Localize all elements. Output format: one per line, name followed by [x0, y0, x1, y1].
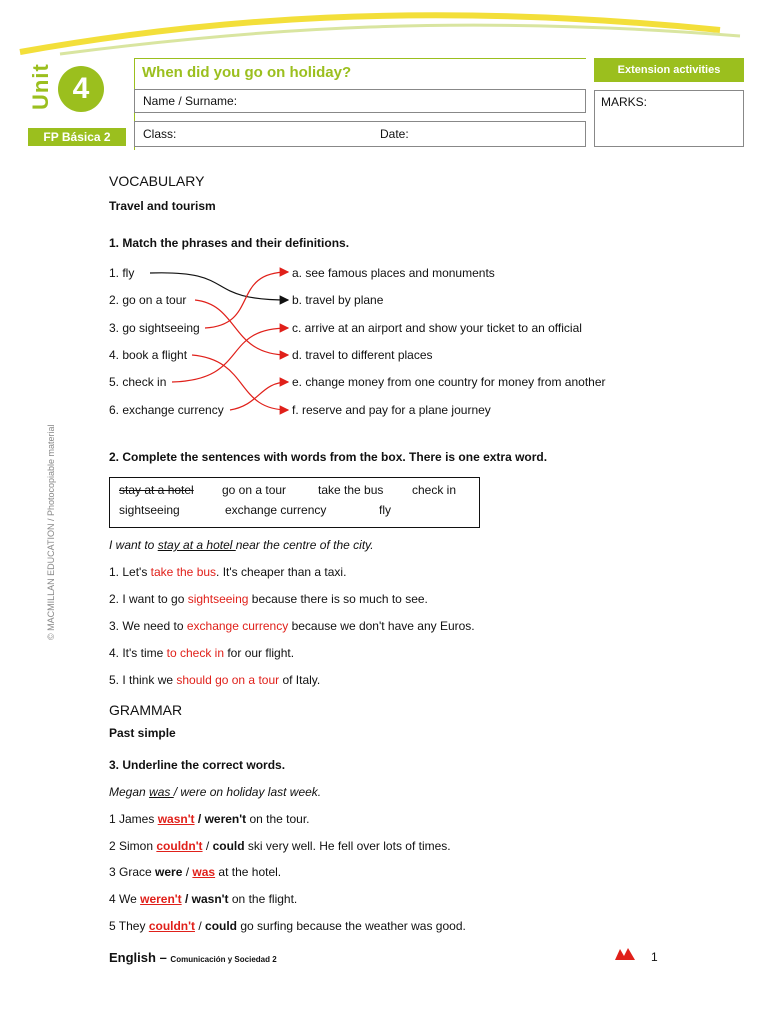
box-word-4: check in: [412, 483, 457, 497]
exercise-3-title: 3. Underline the correct words.: [109, 758, 286, 772]
box-word-7: fly: [379, 503, 391, 517]
match-line-4-f: [192, 355, 288, 410]
grammar-answer-1: wasn't: [157, 812, 195, 826]
box-word-2: go on a tour: [222, 483, 287, 497]
class-label: Class:: [143, 127, 177, 141]
grammar-heading: GRAMMAR: [109, 702, 183, 718]
vocabulary-heading: VOCABULARY: [109, 173, 205, 189]
name-label: Name / Surname:: [143, 94, 238, 108]
match-line-6-e: [230, 382, 288, 410]
grammar-answer-4: weren't: [140, 892, 182, 906]
matching-lines: [0, 0, 768, 430]
grammar-answer-3: was: [192, 865, 216, 879]
example-sentence: I want to stay at a hotel near the centre of the city.: [109, 538, 374, 552]
answer-1: take the bus: [150, 565, 217, 579]
box-word-6: exchange currency: [225, 503, 327, 517]
copyright-side-text: © MACMILLAN EDUCATION / Photocopiable material: [46, 424, 56, 640]
answer-3: exchange currency: [186, 619, 289, 633]
definition-b: b. travel by plane: [292, 293, 384, 307]
definition-a: a. see famous places and monuments: [292, 266, 495, 280]
grammar-example: Megan was / were on holiday last week.: [109, 785, 322, 799]
grammar-item-2: 2 Simon couldn't / could ski very well. He fell over lots of times.: [109, 839, 451, 853]
answer-4: to check in: [166, 646, 225, 660]
phrase-5: 5. check in: [109, 375, 167, 389]
grammar-item-5: 5 They couldn't / could go surfing because the weather was good.: [109, 919, 466, 933]
phrase-1: 1. fly: [109, 266, 135, 280]
phrase-2: 2. go on a tour: [109, 293, 187, 307]
answer-2: sightseeing: [187, 592, 249, 606]
date-label: Date:: [380, 127, 409, 141]
sentence-5: 5. I think we should go on a tour of Italy.: [109, 673, 321, 687]
sentence-4: 4. It's time to check in for our flight.: [109, 646, 295, 660]
page-number: 1: [651, 950, 658, 964]
grammar-item-1: 1 James wasn't / weren't on the tour.: [109, 812, 310, 826]
sentence-2: 2. I want to go sightseeing because there is so much to see.: [109, 592, 428, 606]
exercise-2-title: 2. Complete the sentences with words from the box. There is one extra word.: [109, 450, 548, 464]
grammar-subheading: Past simple: [109, 726, 176, 740]
exercise-1-title: 1. Match the phrases and their definitions.: [109, 236, 350, 250]
vocabulary-subheading: Travel and tourism: [109, 199, 216, 213]
phrase-3: 3. go sightseeing: [109, 321, 200, 335]
sentence-1: 1. Let's take the bus. It's cheaper than a taxi.: [109, 565, 347, 579]
definition-d: d. travel to different places: [292, 348, 433, 362]
unit-label: Unit: [28, 63, 53, 110]
grammar-answer-5: couldn't: [148, 919, 195, 933]
box-word-3: take the bus: [318, 483, 384, 497]
grammar-item-3: 3 Grace were / was at the hotel.: [109, 865, 282, 879]
course-badge: FP Básica 2: [28, 128, 126, 146]
unit-number: 4: [58, 66, 104, 112]
match-line-1-b: [150, 273, 288, 300]
sentence-3: 3. We need to exchange currency because we don't have any Euros.: [109, 619, 475, 633]
answer-5: should go on a tour: [176, 673, 280, 687]
box-word-1: stay at a hotel: [119, 483, 194, 497]
match-line-5-c: [172, 328, 288, 382]
page-title: When did you go on holiday?: [142, 64, 352, 81]
word-box: [109, 477, 480, 528]
phrase-6: 6. exchange currency: [109, 403, 224, 417]
marks-label: MARKS:: [601, 95, 648, 109]
extension-activities-badge: Extension activities: [594, 58, 744, 82]
grammar-item-4: 4 We weren't / wasn't on the flight.: [109, 892, 298, 906]
definition-c: c. arrive at an airport and show your ticket to an official: [292, 321, 582, 335]
box-word-5: sightseeing: [119, 503, 180, 517]
definition-e: e. change money from one country for money from another: [292, 375, 606, 389]
publisher-logo-icon: [614, 946, 636, 962]
footer-subject: English – Comunicación y Sociedad 2: [109, 950, 277, 965]
definition-f: f. reserve and pay for a plane journey: [292, 403, 491, 417]
phrase-4: 4. book a flight: [109, 348, 188, 362]
grammar-answer-2: couldn't: [156, 839, 203, 853]
